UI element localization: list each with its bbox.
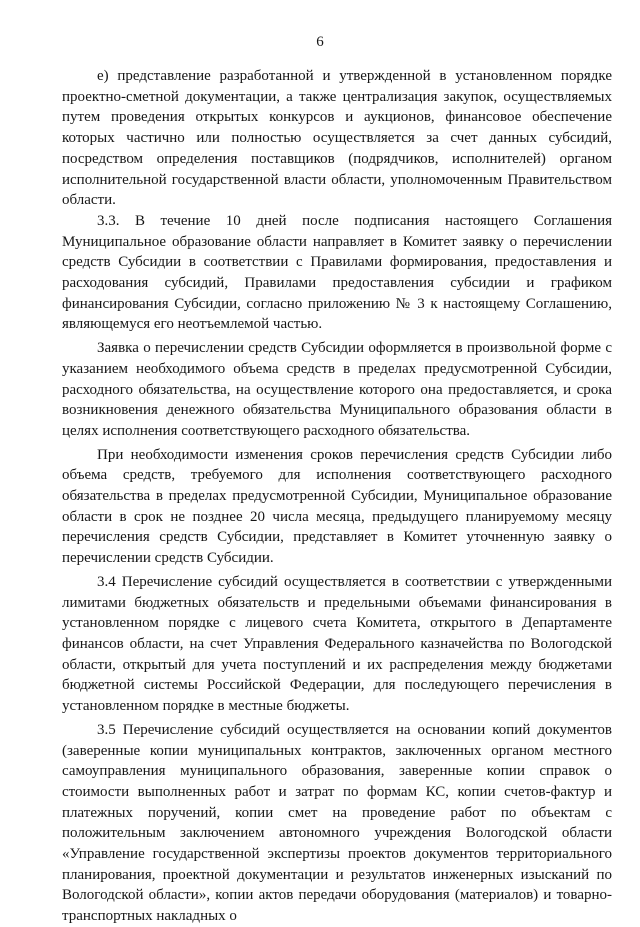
paragraph-e-project-documentation: е) представление разработанной и утвержденной в установленном порядке проектно-сметной документации, а также централизация закупок, осуществляемых путем проведения открытых конкурсов и аукционов, финансовое обеспечение которых частично или полностью осуществляется за счет данных субсидий, посредством определения поставщиков (подрядчиков, исполнителей) органом исполнительной государственной власти области, уполномоченным Правительством области. (62, 68, 612, 209)
paragraph-3-4-transfer: 3.4 Перечисление субсидий осуществляется в соответствии с утвержденными лимитами бюджетных обязательств и предельными объемами финансирования в установленном порядке с лицевого счета Комитета, открытого в Департаменте финансов области, на счет Управления Федерального казначейства по Вологодской области, открытый для учета поступлений и их распределения между бюджетами бюджетной системы Российской Федерации, для последующего перечисления в установленном порядке в местные бюджеты. (62, 573, 612, 715)
paragraph-3-5-documents: 3.5 Перечисление субсидий осуществляется на основании копий документов (заверенные копии муниципальных контрактов, заключенных органом местного самоуправления муниципального образования, заверенные копии справок о стоимости выполненных работ и затрат по формам КС, копии счетов-фактур и платежных поручений, копии смет на проведение работ по объектам с положительным заключением автономного учреждения Вологодской области «Управление государственной экспертизы проектов документов территориального планирования, проектной документации и результатов инженерных изысканий по Вологодской области», копии актов передачи оборудования (материалов) и товарно-транспортных накладных о (62, 721, 612, 925)
paragraph-application-form: Заявка о перечислении средств Субсидии оформляется в произвольной форме с указанием необходимого объема средств в пределах предусмотренной Субсидии, расходного обязательства, на осуществление которого она предоставляется, и срока возникновения денежного обязательства Муниципального образования области в целях исполнения соответствующего расходного обязательства. (62, 340, 612, 439)
page-number: 6 (316, 34, 324, 50)
paragraph-schedule-change: При необходимости изменения сроков перечисления средств Субсидии либо объема средств, требуемого для исполнения соответствующего расходного обязательства в пределах предусмотренной Субсидии, Муниципальное образование области в срок не позднее 20 числа месяца, предыдущего планируемому месяцу перечисления средств Субсидии, представляет в Комитет уточненную заявку о перечислении средств Субсидии. (62, 446, 612, 567)
document-body (62, 66, 612, 927)
paragraph-3-3-application: 3.3. В течение 10 дней после подписания настоящего Соглашения Муниципальное образование области направляет в Комитет заявку о перечислении средств Субсидии в соответствии с Правилами формирования, предоставления и расходования субсидий, Правилами предоставления субсидии и графиком финансирования Субсидии, согласно приложению № 3 к настоящему Соглашению, являющемуся его неотъемлемой частью. (62, 212, 612, 333)
